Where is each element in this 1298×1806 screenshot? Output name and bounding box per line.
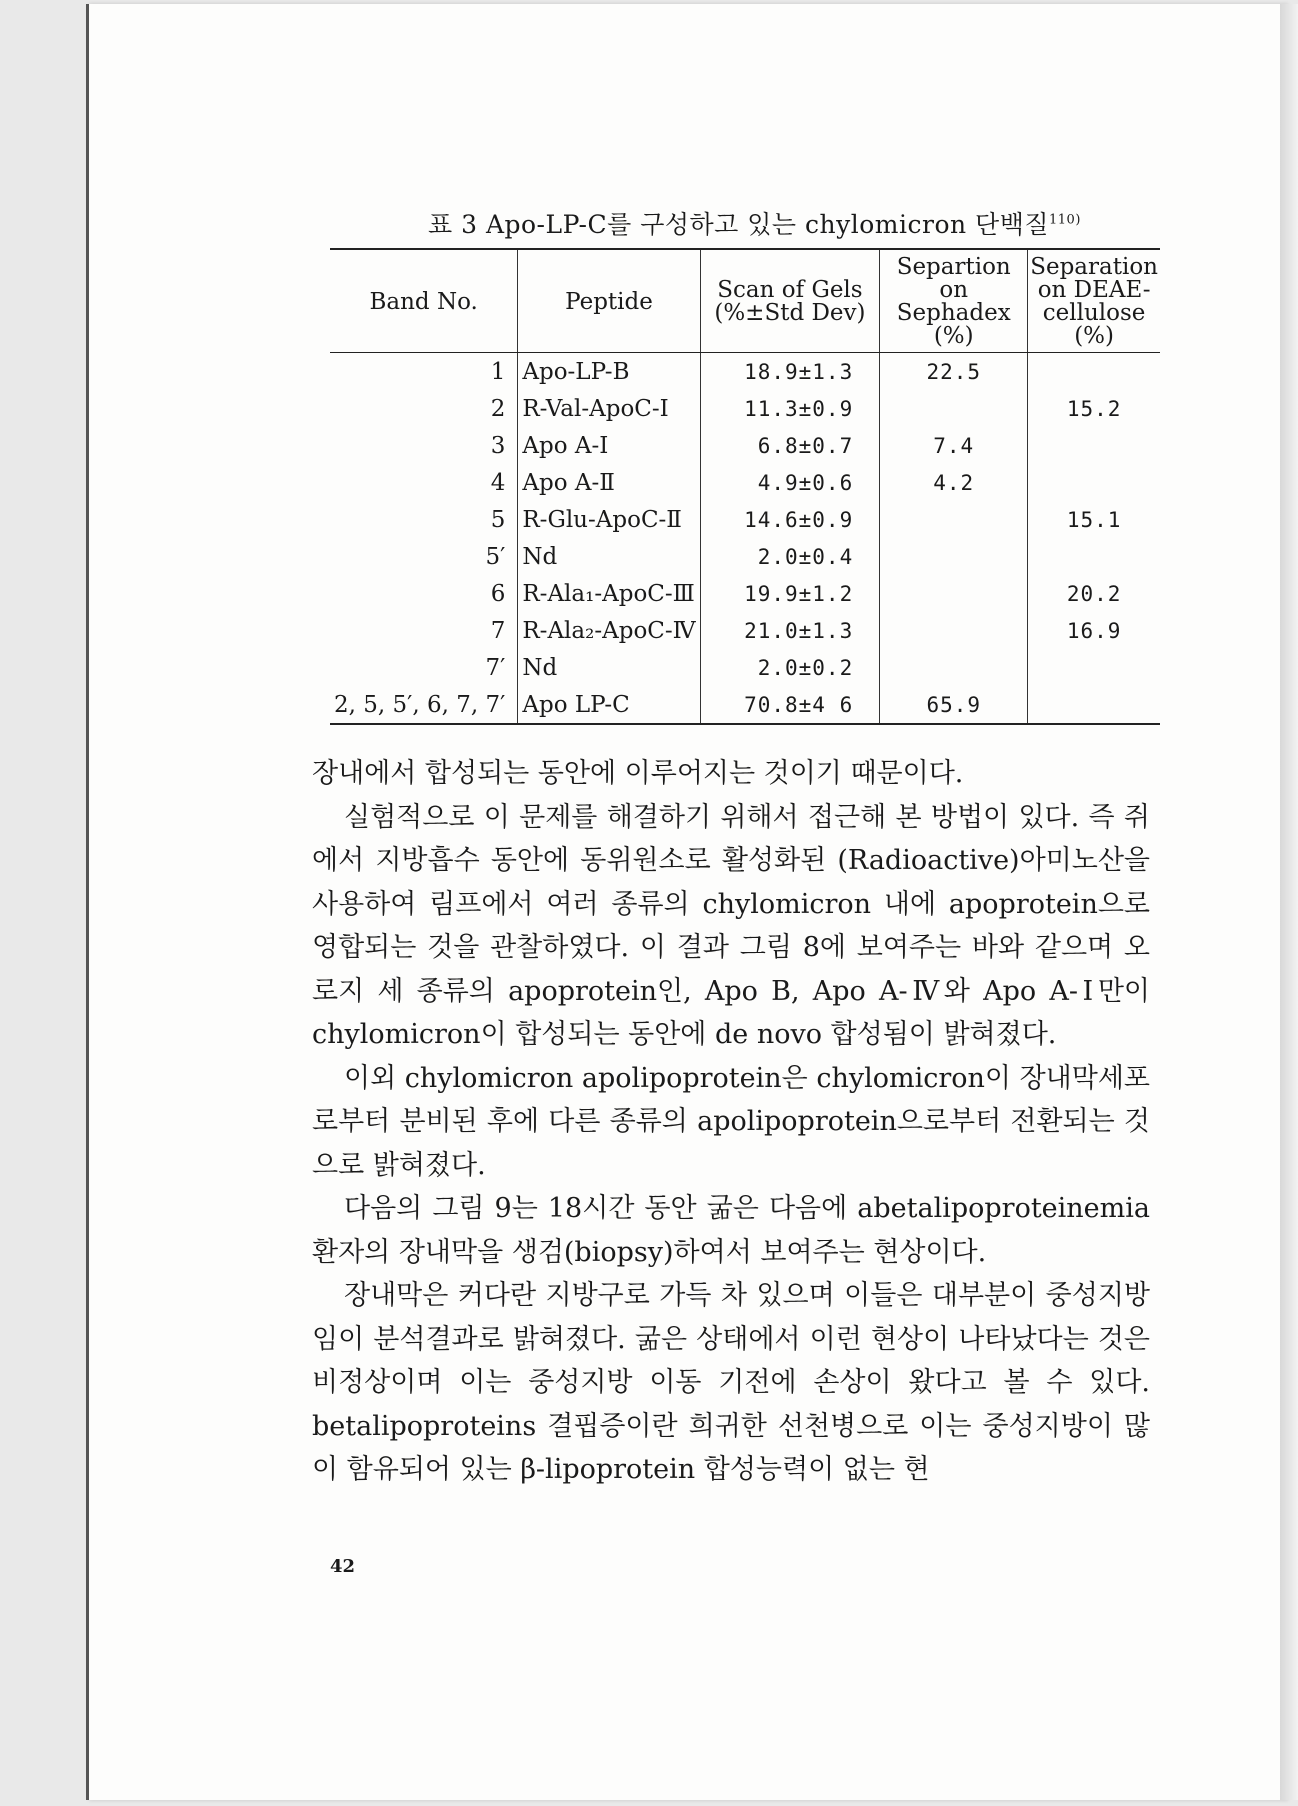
paragraph: 다음의 그림 9는 18시간 동안 굶은 다음에 abetalipoproteinemia 환자의 장내막을 생검(biopsy)하여서 보여주는 현상이다. [312, 1193, 1150, 1268]
cell-deae [1028, 686, 1160, 724]
cell-peptide: Apo A-Ⅰ [518, 427, 700, 464]
cell-deae: 15.2 [1028, 390, 1160, 427]
cell-deae [1028, 464, 1160, 501]
data-table [330, 248, 1160, 725]
cell-peptide: Apo LP-C [518, 686, 700, 724]
cell-band: 7 [490, 617, 506, 644]
table-row [330, 501, 1160, 538]
table-row [330, 575, 1160, 612]
paragraph: 장내막은 커다란 지방구로 가득 차 있으며 이들은 대부분이 중성지방임이 분석결과로 밝혀졌다. 굶은 상태에서 이런 현상이 나타났다는 것은 비정상이며 이는 중성지방 이동 기전에 손상이 왔다고 볼 수 있다. betalipoproteins 결핍증이란 희귀한 선천병으로 이는 중성지방이 많이 함유되어 있는 β-lipoprotein 합성능력이 없는 현 [312, 1280, 1150, 1485]
cell-band: 3 [490, 432, 506, 459]
page-edge [1280, 4, 1298, 1800]
cell-peptide: R-Glu-ApoC-Ⅱ [518, 501, 700, 538]
cell-sephadex [880, 390, 1028, 427]
cell-sephadex: 4.2 [880, 464, 1028, 501]
cell-deae [1028, 538, 1160, 575]
cell-band: 7′ [485, 654, 506, 681]
cell-scan: 2.0±0.4 [700, 538, 880, 575]
paragraph: 실험적으로 이 문제를 해결하기 위해서 접근해 본 방법이 있다. 즉 쥐에서 지방흡수 동안에 동위원소로 활성화된 (Radioactive)아미노산을 사용하여 림프에서 여러 종류의 chylomicron 내에 apoprotein으로 영합되는 것을 관찰하였다. 이 결과 그림 8에 보여주는 바와 같으며 오로지 세 종류의 apoprotein인, Apo B, Apo A-Ⅳ와 Apo A-Ⅰ만이 chylomicron이 합성되는 동안에 de novo 합성됨이 밝혀졌다. [312, 801, 1150, 1050]
header-sephadex: Separtion on Sephadex (%) [880, 249, 1028, 353]
cell-deae [1028, 427, 1160, 464]
cell-deae [1028, 353, 1160, 391]
table-row [330, 686, 1160, 724]
cell-sephadex [880, 649, 1028, 686]
cell-sephadex: 65.9 [880, 686, 1028, 724]
table-caption [428, 205, 1128, 241]
table-caption-ref: 110) [1049, 212, 1081, 228]
cell-scan: 19.9±1.2 [700, 575, 880, 612]
cell-deae: 15.1 [1028, 501, 1160, 538]
cell-sephadex: 7.4 [880, 427, 1028, 464]
cell-band: 2, 5, 5′, 6, 7, 7′ [334, 691, 506, 718]
cell-deae: 20.2 [1028, 575, 1160, 612]
cell-sephadex [880, 538, 1028, 575]
body-text [312, 752, 1150, 1492]
cell-peptide: R-Ala₂-ApoC-Ⅳ [518, 612, 700, 649]
cell-band: 1 [490, 358, 506, 385]
cell-peptide: Apo-LP-B [518, 353, 700, 391]
cell-band: 4 [490, 469, 506, 496]
cell-sephadex [880, 612, 1028, 649]
cell-scan: 70.8±4 6 [700, 686, 880, 724]
header-scan: Scan of Gels (%±Std Dev) [700, 249, 880, 353]
table-header-row [330, 249, 1160, 353]
page-number: 42 [330, 1556, 356, 1577]
header-peptide: Peptide [518, 249, 700, 353]
table-row [330, 612, 1160, 649]
paragraph: 이외 chylomicron apolipoprotein은 chylomicron이 장내막세포로부터 분비된 후에 다른 종류의 apolipoprotein으로부터 전환되는 것으로 밝혀졌다. [312, 1062, 1150, 1181]
cell-scan: 11.3±0.9 [700, 390, 880, 427]
table-row [330, 649, 1160, 686]
cell-sephadex: 22.5 [880, 353, 1028, 391]
cell-peptide: R-Val-ApoC-Ⅰ [518, 390, 700, 427]
header-band: Band No. [330, 249, 518, 353]
cell-band: 6 [490, 580, 506, 607]
cell-band: 5 [490, 506, 506, 533]
cell-peptide: Nd [518, 649, 700, 686]
cell-scan: 2.0±0.2 [700, 649, 880, 686]
table-row [330, 427, 1160, 464]
cell-scan: 4.9±0.6 [700, 464, 880, 501]
paragraph: 장내에서 합성되는 동안에 이루어지는 것이기 때문이다. [312, 758, 964, 789]
table-row [330, 353, 1160, 391]
cell-band: 2 [490, 395, 506, 422]
cell-peptide: Nd [518, 538, 700, 575]
cell-deae: 16.9 [1028, 612, 1160, 649]
cell-scan: 6.8±0.7 [700, 427, 880, 464]
cell-scan: 21.0±1.3 [700, 612, 880, 649]
cell-deae [1028, 649, 1160, 686]
table-caption-text: 표 3 Apo-LP-C를 구성하고 있는 chylomicron 단백질 [428, 210, 1050, 239]
cell-sephadex [880, 501, 1028, 538]
cell-peptide: Apo A-Ⅱ [518, 464, 700, 501]
table-row [330, 464, 1160, 501]
cell-scan: 14.6±0.9 [700, 501, 880, 538]
header-deae: Separation on DEAE-cellulose (%) [1028, 249, 1160, 353]
cell-scan: 18.9±1.3 [700, 353, 880, 391]
cell-band: 5′ [485, 543, 506, 570]
cell-peptide: R-Ala₁-ApoC-Ⅲ [518, 575, 700, 612]
cell-sephadex [880, 575, 1028, 612]
table-row [330, 538, 1160, 575]
table-row [330, 390, 1160, 427]
